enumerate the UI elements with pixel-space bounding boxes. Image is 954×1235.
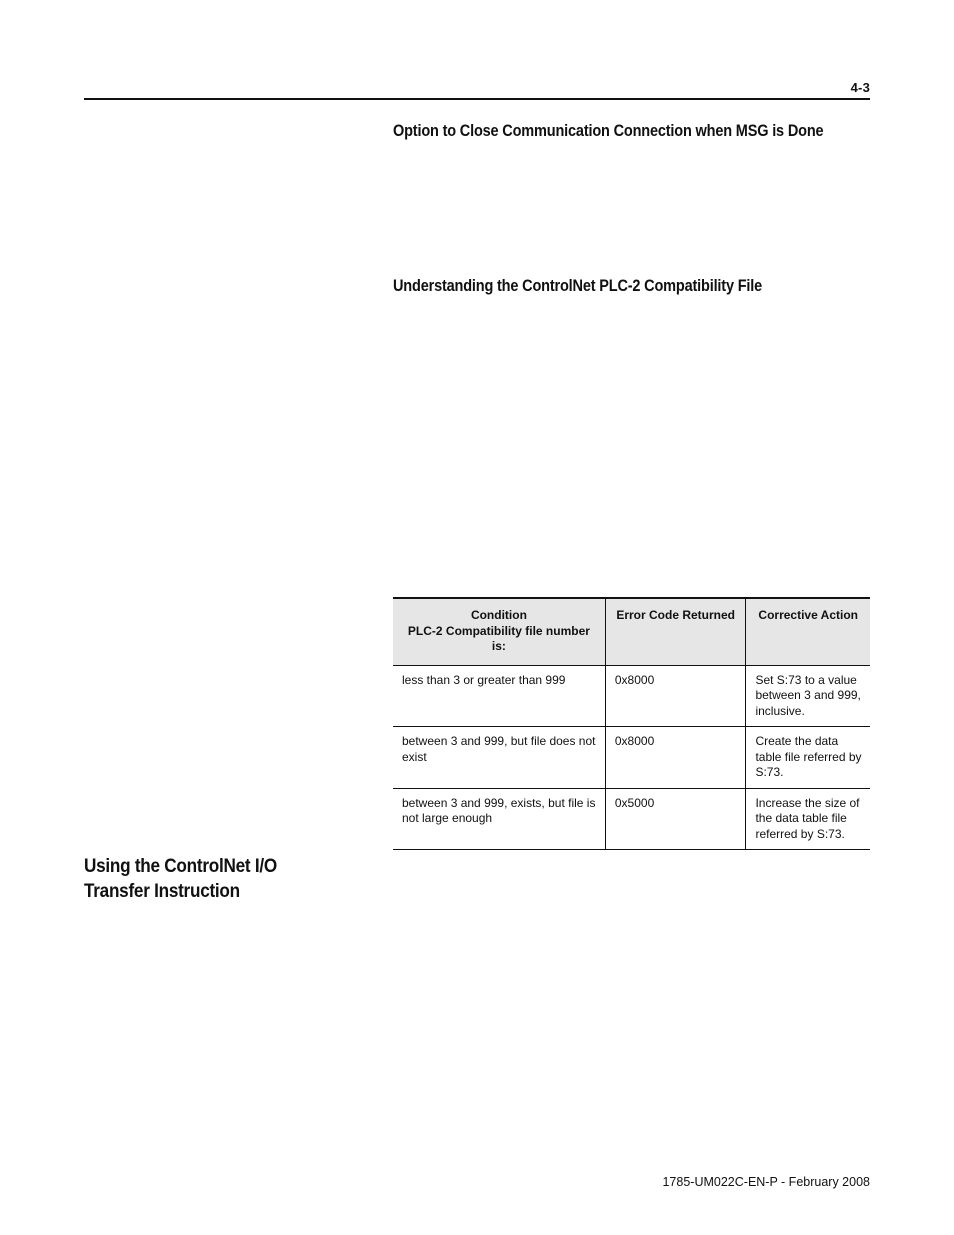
table-header-row: [393, 598, 870, 665]
table-row: [393, 665, 870, 727]
header-rule: [84, 98, 870, 100]
table-row: [393, 727, 870, 789]
error-code-cell: 0x8000: [605, 727, 746, 789]
condition-cell: between 3 and 999, but file does not exist: [393, 727, 605, 789]
corrective-action-cell: Set S:73 to a value between 3 and 999, inclusive.: [746, 665, 870, 727]
error-code-column-header: Error Code Returned: [605, 598, 746, 665]
page-number: 4-3: [850, 80, 870, 95]
condition-header-line2: PLC-2 Compatibility file number is:: [407, 623, 590, 653]
error-code-cell: 0x5000: [605, 788, 746, 850]
error-code-table: [393, 597, 870, 850]
condition-header-line1: Condition: [470, 608, 527, 622]
io-transfer-heading-line2: Transfer Instruction: [84, 880, 240, 902]
plc2-compatibility-heading: Understanding the ControlNet PLC-2 Compatibility File: [393, 277, 763, 295]
corrective-action-cell: Create the data table file referred by S:73.: [746, 727, 870, 789]
close-connection-heading: Option to Close Communication Connection when MSG is Done: [393, 122, 824, 140]
condition-cell: less than 3 or greater than 999: [393, 665, 605, 727]
condition-column-header: [393, 598, 605, 665]
error-code-cell: 0x8000: [605, 665, 746, 727]
corrective-action-cell: Increase the size of the data table file referred by S:73.: [746, 788, 870, 850]
condition-cell: between 3 and 999, exists, but file is not large enough: [393, 788, 605, 850]
table-row: [393, 788, 870, 850]
io-transfer-heading-line1: Using the ControlNet I/O: [84, 855, 277, 877]
publication-footer: 1785-UM022C-EN-P - February 2008: [662, 1175, 870, 1189]
corrective-action-column-header: Corrective Action: [746, 598, 870, 665]
io-transfer-heading: [84, 854, 277, 904]
